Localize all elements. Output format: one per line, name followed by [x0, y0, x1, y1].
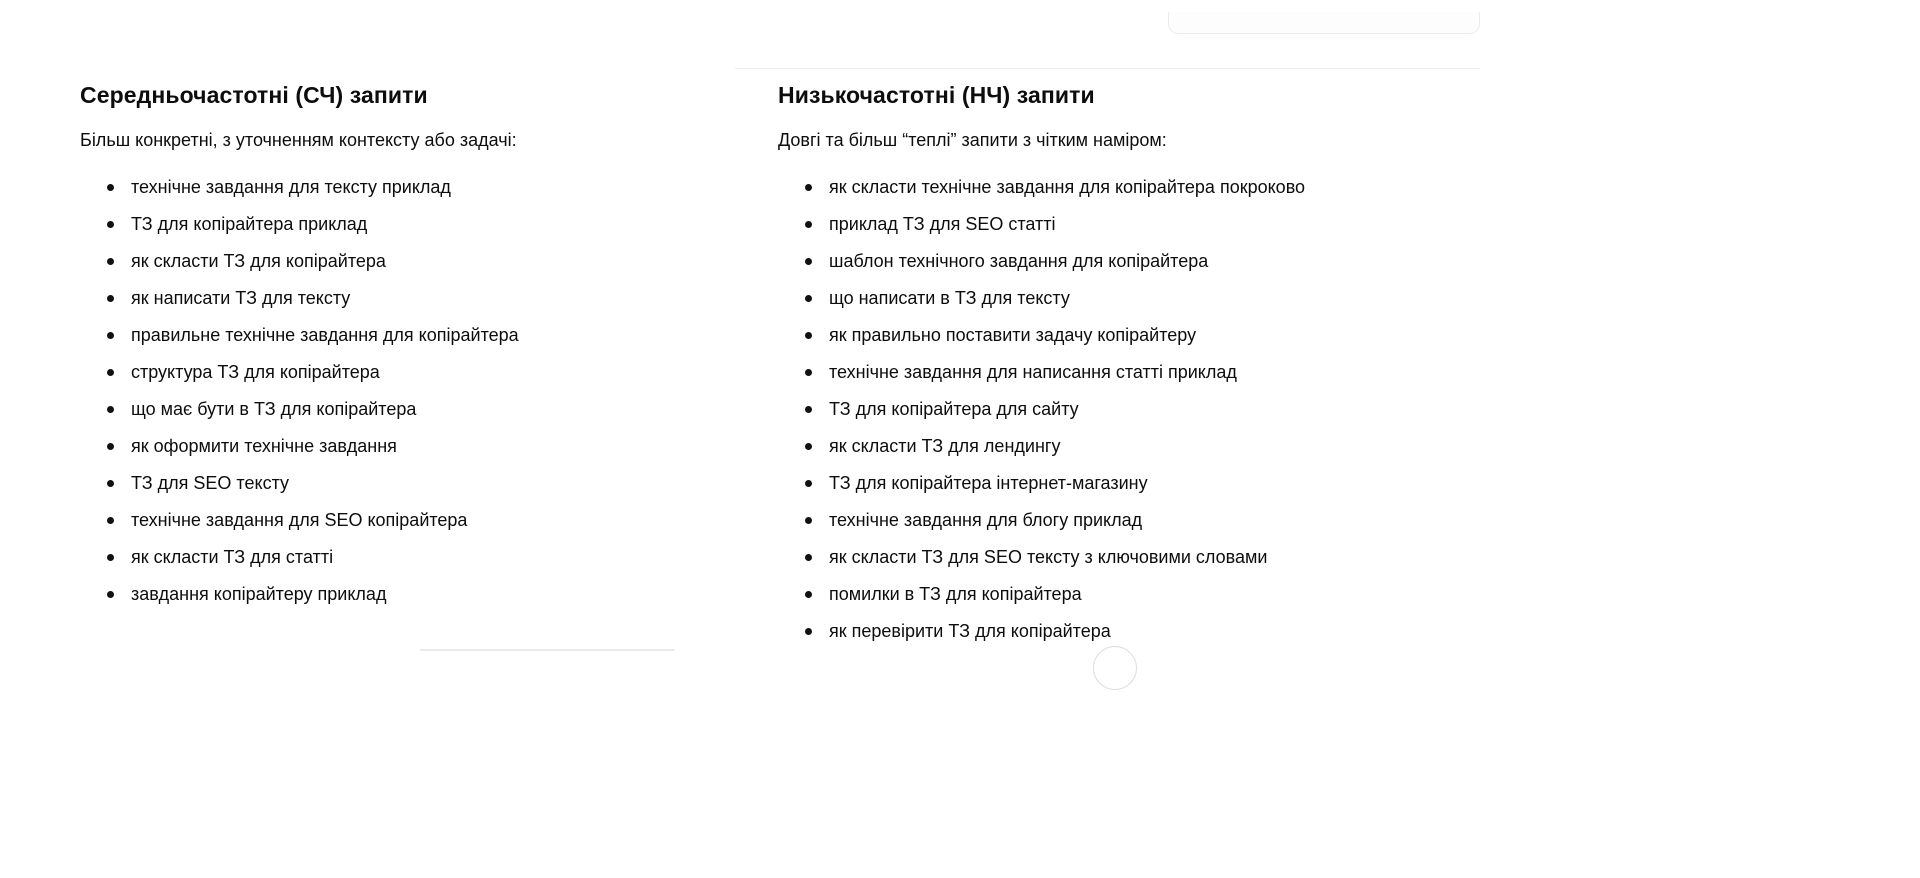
list-item-text: як скласти ТЗ для SEO тексту з ключовими словами: [829, 547, 1268, 567]
list-item: [80, 250, 695, 272]
bullet-icon: [805, 480, 812, 487]
section-subtitle: Більш конкретні, з уточненням контексту або задачі:: [80, 130, 517, 150]
list-item-text: технічне завдання для SEO копірайтера: [131, 510, 468, 530]
list-item: [778, 361, 1458, 383]
list-item: [80, 287, 695, 309]
bullet-icon: [107, 258, 114, 265]
section-heading: Середньочастотні (СЧ) запити: [80, 82, 428, 108]
list-item: [80, 361, 695, 383]
bullet-icon: [107, 406, 114, 413]
list-item: [80, 472, 695, 494]
bullet-icon: [107, 221, 114, 228]
list-item: [80, 213, 695, 235]
list-item-text: що має бути в ТЗ для копірайтера: [131, 399, 417, 419]
list-item: [80, 583, 695, 605]
list-item-text: як скласти ТЗ для копірайтера: [131, 251, 386, 271]
list-item-text: як перевірити ТЗ для копірайтера: [829, 621, 1111, 641]
list-item-text: технічне завдання для блогу приклад: [829, 510, 1143, 530]
section-subtitle: Довгі та більш “теплі” запити з чітким наміром:: [778, 130, 1167, 150]
bullet-icon: [805, 221, 812, 228]
list-item-text: ТЗ для копірайтера інтернет-магазину: [829, 473, 1148, 493]
list-item-text: технічне завдання для тексту приклад: [131, 177, 451, 197]
list-item: [778, 583, 1458, 605]
list-item: [80, 509, 695, 531]
list-item: [778, 509, 1458, 531]
list-item: [80, 324, 695, 346]
bullet-icon: [107, 480, 114, 487]
bullet-icon: [107, 184, 114, 191]
bullet-icon: [107, 443, 114, 450]
list-item: [778, 324, 1458, 346]
list-item-text: як скласти ТЗ для статті: [131, 547, 334, 567]
bullet-icon: [107, 591, 114, 598]
list-item: [778, 435, 1458, 457]
bullet-icon: [805, 258, 812, 265]
list-item-text: шаблон технічного завдання для копірайтера: [829, 251, 1209, 271]
section-mid-frequency-queries: [80, 82, 695, 620]
list-item: [778, 250, 1458, 272]
list-item-text: структура ТЗ для копірайтера: [131, 362, 380, 382]
bullet-icon: [805, 369, 812, 376]
bullet-icon: [805, 628, 812, 635]
bullet-icon: [805, 591, 812, 598]
list-item: [80, 398, 695, 420]
list-item-text: що написати в ТЗ для тексту: [829, 288, 1070, 308]
list-item-text: технічне завдання для написання статті приклад: [829, 362, 1237, 382]
list-item-text: завдання копірайтеру приклад: [131, 584, 387, 604]
query-list: [778, 176, 1458, 642]
card-bottom-edge: [1168, 12, 1480, 34]
section-low-frequency-queries: [778, 82, 1458, 657]
section-divider: [735, 68, 1480, 69]
list-item-text: як правильно поставити задачу копірайтеру: [829, 325, 1197, 345]
bullet-icon: [805, 406, 812, 413]
bullet-icon: [805, 295, 812, 302]
bullet-icon: [107, 295, 114, 302]
list-item: [778, 287, 1458, 309]
list-item-text: помилки в ТЗ для копірайтера: [829, 584, 1082, 604]
list-item: [778, 176, 1458, 198]
list-item-text: правильне технічне завдання для копірайтера: [131, 325, 519, 345]
list-item: [778, 398, 1458, 420]
section-heading: Низькочастотні (НЧ) запити: [778, 82, 1095, 108]
bullet-icon: [805, 554, 812, 561]
list-item-text: ТЗ для копірайтера приклад: [131, 214, 368, 234]
query-list: [80, 176, 695, 605]
list-item-text: як оформити технічне завдання: [131, 436, 397, 456]
bullet-icon: [805, 443, 812, 450]
bullet-icon: [107, 554, 114, 561]
list-item-text: приклад ТЗ для SEO статті: [829, 214, 1056, 234]
bullet-icon: [805, 517, 812, 524]
list-item: [778, 472, 1458, 494]
list-item-text: як скласти ТЗ для лендингу: [829, 436, 1061, 456]
bullet-icon: [805, 332, 812, 339]
list-item-text: як скласти технічне завдання для копірайтера покроково: [829, 177, 1306, 197]
list-item: [80, 176, 695, 198]
list-item: [778, 620, 1458, 642]
bullet-icon: [107, 332, 114, 339]
bullet-icon: [805, 184, 812, 191]
bullet-icon: [107, 517, 114, 524]
list-item-text: як написати ТЗ для тексту: [131, 288, 351, 308]
list-item: [778, 546, 1458, 568]
list-item: [80, 546, 695, 568]
bottom-divider: [420, 649, 675, 651]
list-item: [778, 213, 1458, 235]
list-item-text: ТЗ для копірайтера для сайту: [829, 399, 1079, 419]
bullet-icon: [107, 369, 114, 376]
list-item: [80, 435, 695, 457]
list-item-text: ТЗ для SEO тексту: [131, 473, 290, 493]
